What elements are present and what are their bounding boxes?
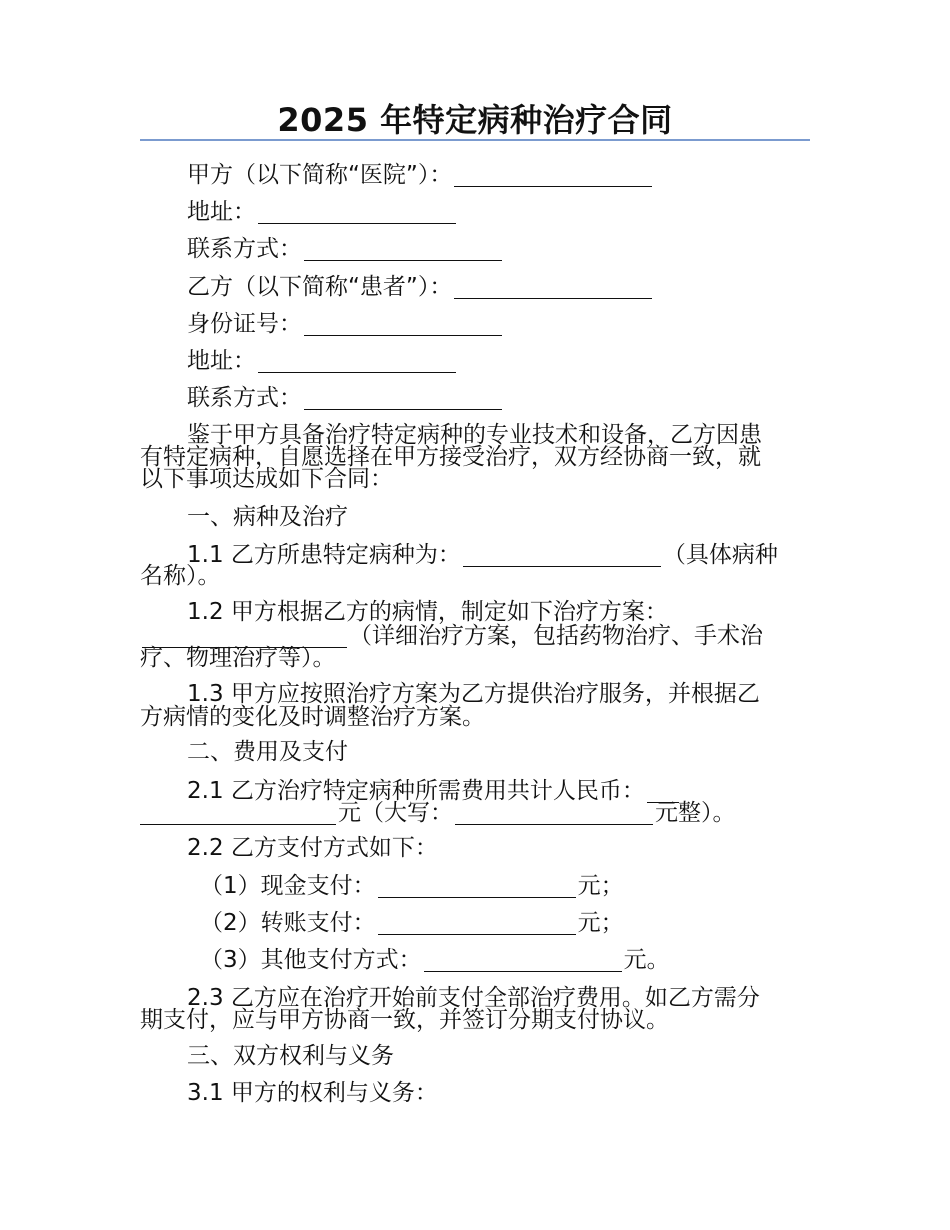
section-2-heading: 二、费用及支付 [187, 739, 348, 765]
amount-words-suffix: 元整）。 [655, 800, 736, 826]
clause-1-2: 1.2 甲方根据乙方的病情，制定如下治疗方案： [187, 599, 668, 625]
title-underline [140, 139, 810, 141]
clause-1-3-continued: 方病情的变化及时调整治疗方案。 [140, 704, 485, 730]
preamble-line: 以下事项达成如下合同： [140, 466, 393, 492]
clause-1-1-text: 1.1 乙方所患特定病种为： [187, 542, 461, 568]
section-1-heading: 一、病种及治疗 [187, 504, 348, 530]
clause-2-2: 2.2 乙方支付方式如下： [187, 835, 438, 861]
party-b-line [140, 274, 820, 300]
party-a-address-label: 地址： [187, 199, 256, 225]
party-a-label: 甲方（以下简称“医院”）： [187, 162, 453, 188]
party-b-id-label: 身份证号： [187, 311, 302, 337]
clause-1-1-continued: 名称）。 [140, 563, 221, 589]
clause-2-1-text: 2.1 乙方治疗特定病种所需费用共计人民币： [187, 778, 645, 804]
amount-blank[interactable] [140, 800, 336, 825]
party-b-contact-blank[interactable] [304, 385, 502, 410]
amount-unit: 元（大写： [338, 800, 453, 826]
payment-other-blank[interactable] [424, 947, 622, 972]
party-b-name-blank[interactable] [454, 274, 652, 299]
party-a-address-line [140, 199, 820, 225]
clause-2-3-continued: 期支付，应与甲方协商一致，并签订分期支付协议。 [140, 1007, 669, 1033]
payment-cash [140, 873, 820, 899]
clause-1-2-end: 疗、物理治疗等）。 [140, 645, 336, 671]
payment-transfer-unit: 元； [577, 910, 624, 936]
party-a-line [140, 162, 820, 188]
payment-cash-label: （1）现金支付： [200, 873, 376, 899]
party-b-contact-label: 联系方式： [187, 385, 302, 411]
party-a-name-blank[interactable] [454, 162, 652, 187]
clause-1-2-suffix: （详细治疗方案，包括药物治疗、手术治 [349, 623, 763, 649]
party-a-contact-blank[interactable] [304, 236, 502, 261]
party-b-address-line [140, 348, 820, 374]
payment-other-label: （3）其他支付方式： [200, 947, 422, 973]
amount-words-blank[interactable] [455, 800, 653, 825]
payment-cash-unit: 元； [577, 873, 624, 899]
document-title: 2025 年特定病种治疗合同 [277, 101, 673, 139]
party-a-address-blank[interactable] [258, 199, 456, 224]
party-b-address-blank[interactable] [258, 348, 456, 373]
clause-2-3: 2.3 乙方应在治疗开始前支付全部治疗费用。如乙方需分 [187, 985, 760, 1011]
clause-1-1-suffix: （具体病种 [662, 542, 778, 568]
party-b-id-line [140, 311, 820, 337]
payment-other-unit: 元。 [623, 947, 670, 973]
clause-3-1: 3.1 甲方的权利与义务： [187, 1080, 438, 1106]
payment-cash-blank[interactable] [378, 873, 576, 898]
party-b-contact-line [140, 385, 820, 411]
clause-1-3: 1.3 甲方应按照治疗方案为乙方提供治疗服务，并根据乙 [187, 681, 760, 707]
party-b-label: 乙方（以下简称“患者”）： [187, 274, 453, 300]
party-a-contact-line [140, 236, 820, 262]
payment-transfer-label: （2）转账支付： [200, 910, 376, 936]
preamble-line: 鉴于甲方具备治疗特定病种的专业技术和设备，乙方因患 [187, 422, 762, 448]
party-b-id-blank[interactable] [304, 311, 502, 336]
preamble-line: 有特定病种，自愿选择在甲方接受治疗，双方经协商一致，就 [140, 444, 761, 470]
payment-transfer-blank[interactable] [378, 910, 576, 935]
payment-other [140, 947, 820, 973]
party-a-contact-label: 联系方式： [187, 236, 302, 262]
party-b-address-label: 地址： [187, 348, 256, 374]
payment-transfer [140, 910, 820, 936]
clause-2-1-continued [140, 800, 820, 826]
section-3-heading: 三、双方权利与义务 [187, 1043, 394, 1069]
